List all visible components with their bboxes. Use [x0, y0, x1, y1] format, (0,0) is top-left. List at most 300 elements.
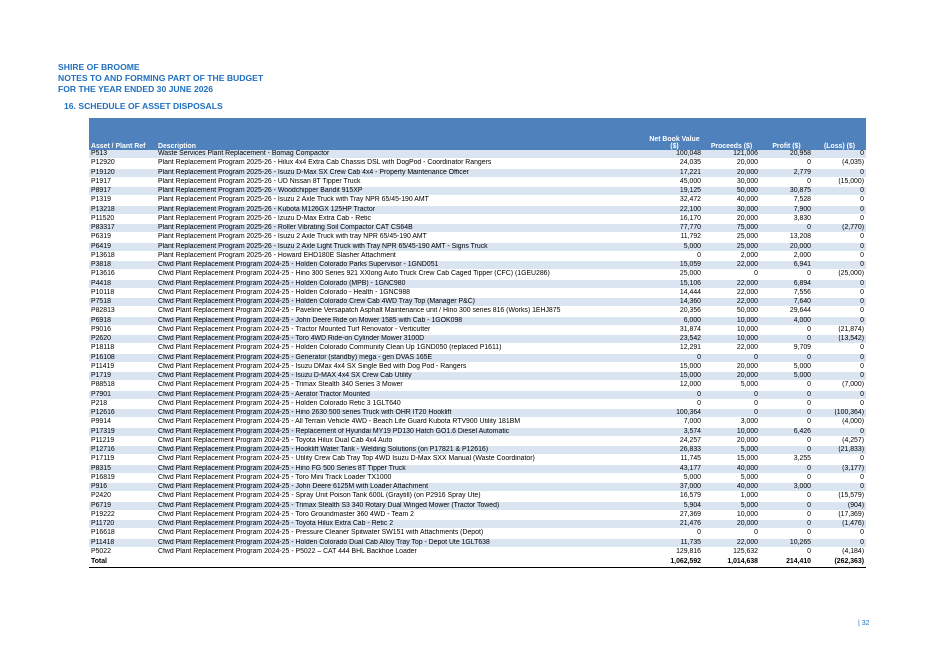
table-row [89, 492, 866, 501]
table-row [89, 205, 866, 214]
net-book-value-cell: 100,048 [646, 150, 703, 159]
net-book-value-cell: 0 [646, 390, 703, 399]
loss-cell: (100,364) [813, 409, 866, 418]
proceeds-cell: 50,000 [703, 187, 760, 196]
description-cell: Cfwd Plant Replacement Program 2024-25 - Holden Colorado Community Clean Up 1GND050 (replaced P1611) [156, 344, 646, 353]
proceeds-cell: 1,000 [703, 492, 760, 501]
loss-cell: (25,000) [813, 270, 866, 279]
asset-ref-cell: P12716 [89, 446, 156, 455]
proceeds-cell: 20,000 [703, 436, 760, 445]
loss-cell: 0 [813, 205, 866, 214]
asset-ref-cell: P1719 [89, 372, 156, 381]
description-cell: Cfwd Plant Replacement Program 2024-25 - Paveline Versapatch Asphalt Maintenance unit / Hino 300 series 816 (Works) 1EHJ875 [156, 307, 646, 316]
description-cell: Plant Replacement Program 2025-26 - Izuzu D-Max Extra Cab - Retic [156, 214, 646, 223]
net-book-value-cell: 11,735 [646, 538, 703, 547]
proceeds-cell: 125,632 [703, 547, 760, 556]
proceeds-cell: 20,000 [703, 362, 760, 371]
asset-ref-cell: P19120 [89, 168, 156, 177]
loss-cell: 0 [813, 353, 866, 362]
proceeds-cell: 0 [703, 270, 760, 279]
loss-cell: 0 [813, 261, 866, 270]
proceeds-cell: 0 [703, 390, 760, 399]
profit-cell: 30,875 [760, 187, 813, 196]
asset-ref-cell: P11520 [89, 214, 156, 223]
description-cell: Plant Replacement Program 2025-26 - Isuzu 2 Axle Light Truck with Tray NPR 65/45-190 AMT - Signs Truck [156, 242, 646, 251]
net-book-value-cell: 26,833 [646, 446, 703, 455]
profit-cell: 2,779 [760, 168, 813, 177]
loss-cell: (4,184) [813, 547, 866, 556]
description-cell: Cfwd Plant Replacement Program 2024-25 - Isuzu DMax 4x4 SX Single Bed with Dog Pod - Rangers [156, 362, 646, 371]
table-row [89, 307, 866, 316]
table-row [89, 242, 866, 251]
table-row [89, 298, 866, 307]
loss-cell: 0 [813, 298, 866, 307]
proceeds-cell: 5,000 [703, 501, 760, 510]
description-cell: Plant Replacement Program 2025-26 - UD Nissan 8T Tipper Truck [156, 177, 646, 186]
description-cell: Plant Replacement Program 2025-26 - Hilux 4x4 Extra Cab Chassis DSL with DogPod - Coordinator Rangers [156, 159, 646, 168]
proceeds-cell: 22,000 [703, 279, 760, 288]
description-cell: Plant Replacement Program 2025-26 - Isuzu 2 Axle Truck with Tray NPR 65/45-190 AMT [156, 196, 646, 205]
col-description: Description [156, 118, 646, 150]
profit-cell: 7,556 [760, 288, 813, 297]
net-book-value-cell: 5,000 [646, 473, 703, 482]
org-name: SHIRE OF BROOME [58, 62, 140, 72]
description-cell: Cfwd Plant Replacement Program 2024-25 - Hooklift Water Tank - Welding Solutions (on P17821 & P12616) [156, 446, 646, 455]
asset-ref-cell: P11418 [89, 538, 156, 547]
total-profit: 214,410 [760, 557, 813, 568]
description-cell: Cfwd Plant Replacement Program 2024-25 - Spray Unit Poison Tank 600L (Graytill) (on P2916 Spray Ute) [156, 492, 646, 501]
table-row [89, 409, 866, 418]
profit-cell: 5,000 [760, 372, 813, 381]
profit-cell: 6,941 [760, 261, 813, 270]
table-row [89, 446, 866, 455]
table-body [89, 150, 866, 557]
table-row [89, 362, 866, 371]
table-row [89, 335, 866, 344]
description-cell: Cfwd Plant Replacement Program 2024-25 - Toyota Hilux Dual Cab 4x4 Auto [156, 436, 646, 445]
net-book-value-cell: 11,745 [646, 455, 703, 464]
net-book-value-cell: 7,000 [646, 418, 703, 427]
profit-cell: 0 [760, 177, 813, 186]
col-profit: Profit ($) [760, 118, 813, 150]
profit-cell: 6,894 [760, 279, 813, 288]
asset-ref-cell: P13218 [89, 205, 156, 214]
proceeds-cell: 22,000 [703, 538, 760, 547]
asset-ref-cell: P6319 [89, 233, 156, 242]
profit-cell: 0 [760, 446, 813, 455]
asset-ref-cell: P19222 [89, 510, 156, 519]
loss-cell: 0 [813, 372, 866, 381]
table-row [89, 288, 866, 297]
table-header-row [89, 118, 866, 150]
loss-cell: 0 [813, 251, 866, 260]
table-row [89, 510, 866, 519]
net-book-value-cell: 5,904 [646, 501, 703, 510]
profit-cell: 10,265 [760, 538, 813, 547]
table-row [89, 418, 866, 427]
description-cell: Cfwd Plant Replacement Program 2024-25 - Holden Colorado Parks Supervisor - 1GND051 [156, 261, 646, 270]
profit-cell: 5,000 [760, 362, 813, 371]
proceeds-cell: 40,000 [703, 196, 760, 205]
description-cell: Cfwd Plant Replacement Program 2024-25 - John Deere 6125M with Loader Attachment [156, 483, 646, 492]
loss-cell: 0 [813, 344, 866, 353]
description-cell: Cfwd Plant Replacement Program 2024-25 - Toro Groundmaster 360 4WD - Team 2 [156, 510, 646, 519]
profit-cell: 29,644 [760, 307, 813, 316]
net-book-value-cell: 15,106 [646, 279, 703, 288]
proceeds-cell: 75,000 [703, 224, 760, 233]
description-cell: Cfwd Plant Replacement Program 2024-25 - Tractor Mounted Turf Renovator - Verticutter [156, 325, 646, 334]
table-row [89, 168, 866, 177]
table-row [89, 150, 866, 159]
profit-cell: 0 [760, 547, 813, 556]
net-book-value-cell: 25,000 [646, 270, 703, 279]
proceeds-cell: 40,000 [703, 483, 760, 492]
asset-ref-cell: P3818 [89, 261, 156, 270]
description-cell: Waste Services Plant Replacement - Bomag Compactor [156, 150, 646, 159]
asset-ref-cell: P6719 [89, 501, 156, 510]
loss-cell: 0 [813, 427, 866, 436]
net-book-value-cell: 3,574 [646, 427, 703, 436]
description-cell: Plant Replacement Program 2025-26 - Kubota M126GX 125HP Tractor [156, 205, 646, 214]
net-book-value-cell: 5,000 [646, 242, 703, 251]
asset-ref-cell: P7518 [89, 298, 156, 307]
proceeds-cell: 50,000 [703, 307, 760, 316]
asset-ref-cell: P1319 [89, 196, 156, 205]
description-cell: Cfwd Plant Replacement Program 2024-25 - P5022 – CAT 444 BHL Backhoe Loader [156, 547, 646, 556]
table-row [89, 455, 866, 464]
asset-ref-cell: P1917 [89, 177, 156, 186]
proceeds-cell: 3,000 [703, 418, 760, 427]
loss-cell: 0 [813, 233, 866, 242]
table-row [89, 538, 866, 547]
asset-disposals-table [89, 118, 866, 568]
asset-ref-cell: P11720 [89, 520, 156, 529]
proceeds-cell: 5,000 [703, 446, 760, 455]
profit-cell: 20,000 [760, 242, 813, 251]
description-cell: Cfwd Plant Replacement Program 2024-25 - Holden Colorado - Health - 1GNC988 [156, 288, 646, 297]
proceeds-cell: 10,000 [703, 316, 760, 325]
proceeds-cell: 10,000 [703, 510, 760, 519]
asset-ref-cell: P11219 [89, 436, 156, 445]
asset-ref-cell: P18118 [89, 344, 156, 353]
total-loss: (262,363) [813, 557, 866, 568]
net-book-value-cell: 0 [646, 353, 703, 362]
asset-ref-cell: P17119 [89, 455, 156, 464]
loss-cell: 0 [813, 214, 866, 223]
profit-cell: 0 [760, 529, 813, 538]
loss-cell: (3,177) [813, 464, 866, 473]
section-title: 16. SCHEDULE OF ASSET DISPOSALS [64, 101, 223, 111]
loss-cell: (21,874) [813, 325, 866, 334]
proceeds-cell: 30,000 [703, 177, 760, 186]
asset-ref-cell: P916 [89, 483, 156, 492]
col-asset-ref: Asset / Plant Ref [89, 118, 156, 150]
profit-cell: 7,528 [760, 196, 813, 205]
profit-cell: 0 [760, 224, 813, 233]
description-cell: Cfwd Plant Replacement Program 2024-25 - Holden Colorado Retic 3 1GLT640 [156, 399, 646, 408]
asset-ref-cell: P12920 [89, 159, 156, 168]
loss-cell: 0 [813, 150, 866, 159]
profit-cell: 0 [760, 436, 813, 445]
net-book-value-cell: 32,472 [646, 196, 703, 205]
asset-ref-cell: P11419 [89, 362, 156, 371]
loss-cell: (21,833) [813, 446, 866, 455]
loss-cell: (7,000) [813, 381, 866, 390]
loss-cell: 0 [813, 279, 866, 288]
total-label: Total [89, 557, 156, 568]
asset-ref-cell: P13616 [89, 270, 156, 279]
net-book-value-cell: 21,476 [646, 520, 703, 529]
proceeds-cell: 2,000 [703, 251, 760, 260]
asset-ref-cell: P83317 [89, 224, 156, 233]
profit-cell: 9,709 [760, 344, 813, 353]
proceeds-cell: 20,000 [703, 214, 760, 223]
profit-cell: 0 [760, 325, 813, 334]
loss-cell: 0 [813, 242, 866, 251]
net-book-value-cell: 19,125 [646, 187, 703, 196]
loss-cell: (1,476) [813, 520, 866, 529]
description-cell: Cfwd Plant Replacement Program 2024-25 - Toro 4WD Ride-on Cylinder Mower 3100D [156, 335, 646, 344]
table-row [89, 399, 866, 408]
description-cell: Cfwd Plant Replacement Program 2024-25 - All Terrain Vehicle 4WD - Beach Life Guard Kubota RTV900 Utility 181BM [156, 418, 646, 427]
net-book-value-cell: 14,360 [646, 298, 703, 307]
asset-ref-cell: P82813 [89, 307, 156, 316]
proceeds-cell: 10,000 [703, 325, 760, 334]
asset-ref-cell: P16108 [89, 353, 156, 362]
proceeds-cell: 5,000 [703, 473, 760, 482]
net-book-value-cell: 27,369 [646, 510, 703, 519]
profit-cell: 7,640 [760, 298, 813, 307]
description-cell: Cfwd Plant Replacement Program 2024-25 - Aerator Tractor Mounted [156, 390, 646, 399]
description-cell: Plant Replacement Program 2025-26 - Roller Vibrating Soil Compactor CAT CS64B [156, 224, 646, 233]
loss-cell: (2,770) [813, 224, 866, 233]
table-row [89, 177, 866, 186]
proceeds-cell: 0 [703, 409, 760, 418]
description-cell: Cfwd Plant Replacement Program 2024-25 - Holden Colorado (MPB) - 1GNC980 [156, 279, 646, 288]
col-net-book-value: Net Book Value ($) [646, 118, 703, 150]
profit-cell: 0 [760, 159, 813, 168]
proceeds-cell: 25,000 [703, 233, 760, 242]
net-book-value-cell: 14,444 [646, 288, 703, 297]
profit-cell: 0 [760, 520, 813, 529]
table-row [89, 483, 866, 492]
net-book-value-cell: 20,356 [646, 307, 703, 316]
asset-ref-cell: P2620 [89, 335, 156, 344]
description-cell: Cfwd Plant Replacement Program 2024-25 - Hino 2630 500 series Truck with OHR IT20 Hooklift [156, 409, 646, 418]
asset-ref-cell: P16618 [89, 529, 156, 538]
loss-cell: 0 [813, 473, 866, 482]
net-book-value-cell: 100,364 [646, 409, 703, 418]
asset-ref-cell: P16819 [89, 473, 156, 482]
doc-period: FOR THE YEAR ENDED 30 JUNE 2026 [58, 84, 214, 94]
profit-cell: 0 [760, 473, 813, 482]
net-book-value-cell: 23,542 [646, 335, 703, 344]
col-proceeds: Proceeds ($) [703, 118, 760, 150]
loss-cell: 0 [813, 288, 866, 297]
loss-cell: (4,257) [813, 436, 866, 445]
proceeds-cell: 30,000 [703, 205, 760, 214]
proceeds-cell: 20,000 [703, 520, 760, 529]
table-row [89, 464, 866, 473]
asset-ref-cell: P10118 [89, 288, 156, 297]
asset-ref-cell: P88518 [89, 381, 156, 390]
profit-cell: 20,958 [760, 150, 813, 159]
loss-cell: 0 [813, 399, 866, 408]
asset-ref-cell: P13618 [89, 251, 156, 260]
description-cell: Cfwd Plant Replacement Program 2024-25 - Utility Crew Cab Tray Top 4WD Isuzu D-Max SXX Manual (Waste Coordinator) [156, 455, 646, 464]
table-row [89, 261, 866, 270]
loss-cell: 0 [813, 455, 866, 464]
net-book-value-cell: 16,579 [646, 492, 703, 501]
loss-cell: (15,579) [813, 492, 866, 501]
net-book-value-cell: 22,100 [646, 205, 703, 214]
description-cell: Plant Replacement Program 2025-26 - Isuzu D-Max SX Crew Cab 4x4 - Property Maintenance Officer [156, 168, 646, 177]
asset-ref-cell: P5022 [89, 547, 156, 556]
net-book-value-cell: 12,291 [646, 344, 703, 353]
table-row [89, 436, 866, 445]
table-row [89, 214, 866, 223]
description-cell: Cfwd Plant Replacement Program 2024-25 - Replacement of Hyundai MY19 PD130 Hatch GO1.6 Diesel Automatic [156, 427, 646, 436]
col-loss: (Loss) ($) [813, 118, 866, 150]
profit-cell: 0 [760, 353, 813, 362]
net-book-value-cell: 15,000 [646, 372, 703, 381]
description-cell: Cfwd Plant Replacement Program 2024-25 - Toro Mini Track Loader TX1000 [156, 473, 646, 482]
net-book-value-cell: 43,177 [646, 464, 703, 473]
loss-cell: (904) [813, 501, 866, 510]
profit-cell: 0 [760, 335, 813, 344]
proceeds-cell: 121,006 [703, 150, 760, 159]
profit-cell: 0 [760, 409, 813, 418]
net-book-value-cell: 17,221 [646, 168, 703, 177]
net-book-value-cell: 24,257 [646, 436, 703, 445]
loss-cell: 0 [813, 483, 866, 492]
proceeds-cell: 0 [703, 399, 760, 408]
loss-cell: 0 [813, 168, 866, 177]
doc-subtitle: NOTES TO AND FORMING PART OF THE BUDGET [58, 73, 264, 83]
total-proceeds: 1,014,638 [703, 557, 760, 568]
table-row [89, 520, 866, 529]
proceeds-cell: 15,000 [703, 455, 760, 464]
proceeds-cell: 0 [703, 353, 760, 362]
table-row [89, 325, 866, 334]
asset-ref-cell: P9016 [89, 325, 156, 334]
table-row [89, 381, 866, 390]
asset-ref-cell: P17319 [89, 427, 156, 436]
net-book-value-cell: 16,170 [646, 214, 703, 223]
profit-cell: 0 [760, 399, 813, 408]
loss-cell: 0 [813, 187, 866, 196]
description-cell: Plant Replacement Program 2025-26 - Isuzu 2 Axle Truck with tray NPR 65/45-190 AMT [156, 233, 646, 242]
table-row [89, 547, 866, 556]
table-row [89, 353, 866, 362]
description-cell: Cfwd Plant Replacement Program 2024-25 - Hino FG 500 Series 8T Tipper Truck [156, 464, 646, 473]
total-nbv: 1,062,592 [646, 557, 703, 568]
asset-ref-cell: P4418 [89, 279, 156, 288]
proceeds-cell: 20,000 [703, 168, 760, 177]
table-row [89, 316, 866, 325]
table-row [89, 529, 866, 538]
net-book-value-cell: 0 [646, 529, 703, 538]
net-book-value-cell: 24,035 [646, 159, 703, 168]
proceeds-cell: 22,000 [703, 298, 760, 307]
loss-cell: (13,542) [813, 335, 866, 344]
proceeds-cell: 22,000 [703, 344, 760, 353]
profit-cell: 13,208 [760, 233, 813, 242]
total-row [89, 557, 866, 568]
description-cell: Cfwd Plant Replacement Program 2024-25 - Holden Colorado Crew Cab 4WD Tray Top (Manager P&C) [156, 298, 646, 307]
net-book-value-cell: 0 [646, 399, 703, 408]
profit-cell: 0 [760, 510, 813, 519]
net-book-value-cell: 31,874 [646, 325, 703, 334]
loss-cell: 0 [813, 196, 866, 205]
description-cell: Cfwd Plant Replacement Program 2024-25 - Holden Colorado Dual Cab Alloy Tray Top - Depot Ute 1GLT638 [156, 538, 646, 547]
proceeds-cell: 10,000 [703, 335, 760, 344]
loss-cell: 0 [813, 307, 866, 316]
description-cell: Cfwd Plant Replacement Program 2024-25 - Toyota Hilux Extra Cab - Retic 2 [156, 520, 646, 529]
proceeds-cell: 22,000 [703, 288, 760, 297]
asset-ref-cell: P12616 [89, 409, 156, 418]
profit-cell: 6,426 [760, 427, 813, 436]
description-cell: Cfwd Plant Replacement Program 2024-25 - Generator (standby) mega - gen DVAS 165E [156, 353, 646, 362]
proceeds-cell: 5,000 [703, 381, 760, 390]
description-cell: Cfwd Plant Replacement Program 2024-25 - Pressure Cleaner Spitwater SW151 with Attachments (Depot) [156, 529, 646, 538]
loss-cell: (15,000) [813, 177, 866, 186]
loss-cell: (4,000) [813, 418, 866, 427]
net-book-value-cell: 15,000 [646, 362, 703, 371]
profit-cell: 0 [760, 381, 813, 390]
asset-ref-cell: P2420 [89, 492, 156, 501]
proceeds-cell: 40,000 [703, 464, 760, 473]
table-row [89, 372, 866, 381]
asset-ref-cell: P7901 [89, 390, 156, 399]
profit-cell: 3,000 [760, 483, 813, 492]
table-row [89, 196, 866, 205]
loss-cell: 0 [813, 390, 866, 399]
net-book-value-cell: 77,770 [646, 224, 703, 233]
profit-cell: 0 [760, 464, 813, 473]
asset-ref-cell: P6918 [89, 316, 156, 325]
table-row [89, 251, 866, 260]
description-cell: Cfwd Plant Replacement Program 2024-25 - Trimax Stealth S3 340 Rotary Dual Winged Mower (Tractor Towed) [156, 501, 646, 510]
proceeds-cell: 22,000 [703, 261, 760, 270]
description-cell: Cfwd Plant Replacement Program 2024-25 - Trimax Stealth 340 Series 3 Mower [156, 381, 646, 390]
table-row [89, 270, 866, 279]
asset-ref-cell: P8917 [89, 187, 156, 196]
loss-cell: 0 [813, 538, 866, 547]
profit-cell: 3,255 [760, 455, 813, 464]
table-row [89, 390, 866, 399]
total-description [156, 557, 646, 568]
asset-ref-cell: P218 [89, 399, 156, 408]
table-row [89, 427, 866, 436]
profit-cell: 0 [760, 418, 813, 427]
description-cell: Plant Replacement Program 2025-26 - Howard EHD180E Slasher Attachment [156, 251, 646, 260]
net-book-value-cell: 0 [646, 251, 703, 260]
loss-cell: 0 [813, 316, 866, 325]
loss-cell: (17,369) [813, 510, 866, 519]
proceeds-cell: 10,000 [703, 427, 760, 436]
loss-cell: 0 [813, 362, 866, 371]
table-row [89, 187, 866, 196]
table-row [89, 224, 866, 233]
profit-cell: 0 [760, 390, 813, 399]
loss-cell: (4,035) [813, 159, 866, 168]
asset-ref-cell: P513 [89, 150, 156, 159]
profit-cell: 4,000 [760, 316, 813, 325]
profit-cell: 0 [760, 501, 813, 510]
profit-cell: 0 [760, 270, 813, 279]
profit-cell: 3,830 [760, 214, 813, 223]
